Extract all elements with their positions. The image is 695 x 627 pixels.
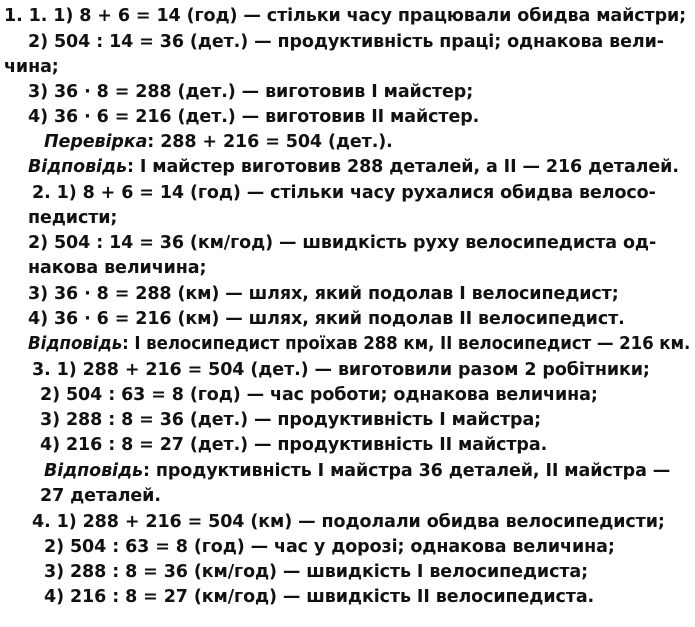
problem-1-answer: Відповідь: I майстер виготовив 288 деталей, а II — 216 деталей. [28,157,679,177]
problem-2-line-4: накова величина; [28,258,207,278]
problem-1-line-3: чина; [4,57,59,77]
problem-3-line-4: 4) 216 : 8 = 27 (дет.) — продуктивність II майстра. [40,435,548,455]
problem-1-line-4: 3) 36 · 8 = 288 (дет.) — виготовив I майстер; [28,82,474,102]
problem-3-line-1: 3. 1) 288 + 216 = 504 (дет.) — виготовили разом 2 робітники; [32,360,650,380]
problem-4-line-3: 3) 288 : 8 = 36 (км/год) — швидкість I велосипедиста; [44,562,589,582]
problem-4-line-2: 2) 504 : 63 = 8 (год) — час у дорозі; однакова величина; [44,537,615,557]
problem-2-answer: Відповідь: I велосипедист проїхав 288 км, II велосипедист — 216 км. [28,334,691,354]
problem-2-line-2: педисти; [28,208,118,228]
problem-1-line-1: 1. 1. 1) 8 + 6 = 14 (год) — стільки часу працювали обидва майстри; [4,6,687,26]
problem-4-line-4: 4) 216 : 8 = 27 (км/год) — швидкість II велосипедиста. [44,587,595,607]
problem-4-line-1: 4. 1) 288 + 216 = 504 (км) — подолали обидва велосипедисти; [32,512,665,532]
problem-1-line-5: 4) 36 · 6 = 216 (дет.) — виготовив II майстер. [28,107,480,127]
problem-2-line-3: 2) 504 : 14 = 36 (км/год) — швидкість руху велосипедиста од- [28,233,657,253]
problem-3-answer-1: Відповідь: продуктивність I майстра 36 деталей, II майстра — [44,461,671,481]
problem-3-line-2: 2) 504 : 63 = 8 (год) — час роботи; однакова величина; [40,385,598,405]
problem-3-answer-2: 27 деталей. [40,486,161,506]
problem-1-line-2: 2) 504 : 14 = 36 (дет.) — продуктивність праці; однакова вели- [28,32,664,52]
problem-2-line-1: 2. 1) 8 + 6 = 14 (год) — стільки часу рухалися обидва велосо- [32,183,656,203]
problem-2-line-5: 3) 36 · 8 = 288 (км) — шлях, який подолав I велосипедист; [28,284,619,304]
problem-1-check: Перевірка: 288 + 216 = 504 (дет.). [44,132,393,152]
problem-3-line-3: 3) 288 : 8 = 36 (дет.) — продуктивність I майстра; [40,410,542,430]
problem-2-line-6: 4) 36 · 6 = 216 (км) — шлях, який подолав II велосипедист. [28,309,625,329]
